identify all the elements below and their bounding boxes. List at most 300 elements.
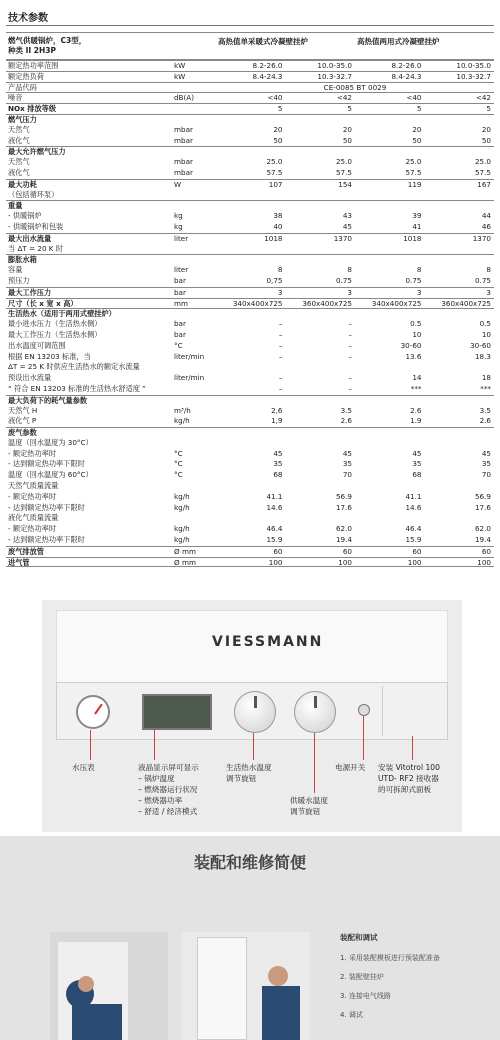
spec-row-value <box>355 513 425 524</box>
dhw-knob-leader <box>253 733 254 760</box>
spec-row-value <box>216 428 286 438</box>
spec-row-value <box>286 147 356 157</box>
spec-row <box>6 254 494 265</box>
spec-row-value: 35 <box>412 459 422 469</box>
lcd-item: – 燃烧器运行状况 <box>138 784 199 795</box>
spec-row-value <box>355 428 425 438</box>
spec-row-unit: mbar <box>174 135 193 145</box>
spec-row-value: 8 <box>486 265 491 275</box>
spec-row-value: 8 <box>347 265 352 275</box>
spec-row-value: 3.5 <box>479 405 491 415</box>
installer-template-illustration <box>50 932 168 1040</box>
spec-row-value: 68 <box>412 470 422 480</box>
installer-boiler-illustration <box>182 932 310 1040</box>
spec-row-value: 56.9 <box>474 491 491 501</box>
spec-row-unit: Ø mm <box>174 546 196 556</box>
spec-row-value: 41.1 <box>405 491 422 501</box>
spec-row-value: 0,75 <box>266 275 283 285</box>
spec-row-value <box>286 438 356 449</box>
spec-row-unit: bar <box>174 275 186 285</box>
spec-row-value <box>216 309 286 319</box>
spec-row-value: – <box>348 351 352 361</box>
spec-row-unit: liter <box>174 265 189 275</box>
spec-row <box>6 416 494 427</box>
spec-row-value <box>216 255 286 265</box>
spec-row-value: 50 <box>481 135 491 145</box>
spec-row-label: 液化气 <box>8 167 30 177</box>
spec-row-value: 1018 <box>403 233 422 243</box>
spec-row-value: 360x400x725 <box>302 298 352 308</box>
spec-row-value <box>286 513 356 524</box>
cover-line2: UTD- RF2 接收器 <box>378 774 439 783</box>
spec-row-label: “ 符合 EN 13203 标准的生活热水舒适度 ” <box>8 383 146 393</box>
spec-row-value <box>286 190 356 201</box>
spec-row <box>6 244 494 255</box>
spec-row-value: 19.4 <box>474 535 491 545</box>
spec-row-value: 0.75 <box>474 275 491 285</box>
header-boiler-type-line2: 种类 II 2H3P <box>8 46 57 55</box>
spec-row <box>6 341 494 352</box>
spec-row <box>6 222 494 233</box>
spec-row-unit: liter <box>174 233 189 243</box>
spec-row-label: 额定热负荷 <box>8 71 44 81</box>
spec-row-value: 15.9 <box>405 535 422 545</box>
spec-row-value: 45 <box>412 448 422 458</box>
spec-row-value: 8.4-24.3 <box>252 71 283 81</box>
spec-row-value: *** <box>480 383 491 393</box>
spec-row-value <box>286 428 356 438</box>
spec-row-value <box>216 244 286 255</box>
lcd-leader <box>154 730 155 760</box>
spec-row-unit: bar <box>174 329 186 339</box>
spec-row-value: 25.0 <box>266 157 283 167</box>
install-photo-template <box>50 932 168 1040</box>
spec-row-label: - 额定热功率时 <box>8 448 57 458</box>
spec-row-label: 燃气压力 <box>8 114 37 124</box>
spec-row-value: 60 <box>481 546 491 556</box>
spec-row-value <box>355 147 425 157</box>
spec-row-label: - 额定热功率时 <box>8 491 57 501</box>
spec-row-value: 46 <box>481 221 491 231</box>
spec-row-label: - 达到额定热功率下限时 <box>8 459 85 469</box>
spec-row-label: 最大工作压力（生活热水侧） <box>8 329 102 339</box>
spec-row-unit <box>174 83 216 93</box>
spec-row-value: 10.3-32.7 <box>317 71 352 81</box>
spec-row-value <box>355 481 425 492</box>
spec-row-value <box>425 201 495 211</box>
spec-row-value <box>425 190 495 201</box>
lcd-display <box>142 694 212 730</box>
spec-row-value: – <box>278 340 283 350</box>
spec-row-value: 1370 <box>333 233 352 243</box>
spec-row-value: 30-60 <box>400 340 422 350</box>
spec-row-value <box>425 255 495 265</box>
spec-row <box>6 60 494 71</box>
spec-row-value <box>216 115 286 125</box>
spec-row <box>6 82 494 93</box>
label-lcd <box>138 762 199 817</box>
spec-row <box>6 362 494 373</box>
spec-row-unit: W <box>174 179 182 189</box>
spec-row-label: - 供暖锅炉 <box>8 211 42 221</box>
spec-row-label: - 供暖锅炉和包装 <box>8 221 64 231</box>
spec-row-value: 35 <box>481 459 491 469</box>
spec-row-label: - 达到额定热功率下限时 <box>8 535 85 545</box>
spec-row <box>6 330 494 341</box>
spec-row-value <box>216 513 286 524</box>
spec-row-value: 8.2-26.0 <box>252 61 283 70</box>
spec-row-unit <box>174 513 216 524</box>
spec-row-value <box>425 396 495 406</box>
spec-row-label: 温度（回水温度为 30°C） <box>8 437 93 447</box>
spec-row <box>6 406 494 417</box>
spec-row-label: 液化气 <box>8 135 30 145</box>
spec-row-value: 100 <box>477 557 491 567</box>
spec-row-value: 60 <box>342 546 352 556</box>
spec-row-value: 62.0 <box>474 524 491 534</box>
spec-row-value <box>286 201 356 211</box>
spec-row-unit: m³/h <box>174 405 191 415</box>
spec-row-label: （包括循环泵） <box>8 189 59 199</box>
spec-row-value: 14.6 <box>266 502 283 512</box>
gauge-leader <box>90 730 91 760</box>
lcd-item: – 燃烧器功率 <box>138 795 199 806</box>
spec-row <box>6 470 494 481</box>
spec-row-value: 20 <box>481 124 491 134</box>
spec-row-label: 当 ΔT = 20 K 时 <box>8 243 63 253</box>
spec-row <box>6 179 494 190</box>
spec-row <box>6 557 494 568</box>
spec-row-value: 46.4 <box>266 524 283 534</box>
spec-row-value <box>355 255 425 265</box>
spec-row-label: 预压力 <box>8 275 30 285</box>
spec-row <box>6 287 494 298</box>
install-section-title: 装配和维修简便 <box>193 853 306 872</box>
spec-row-value: 10.0-35.0 <box>317 61 352 70</box>
spec-row-value <box>355 438 425 449</box>
spec-row-value: 68 <box>273 470 283 480</box>
spec-row <box>6 492 494 503</box>
spec-row-value: 57.5 <box>335 167 352 177</box>
heating-knob-leader <box>314 733 315 793</box>
spec-row-unit: bar <box>174 319 186 329</box>
step-item: 3. 连接电气线路 <box>340 992 391 1000</box>
spec-row-value: 10.0-35.0 <box>456 61 491 70</box>
spec-row <box>6 438 494 449</box>
spec-row-value <box>216 147 286 157</box>
label-pressure-gauge: 水压表 <box>72 763 95 772</box>
spec-row-label: 天然气 <box>8 157 30 167</box>
spec-row-label: 废气排放管 <box>8 546 44 556</box>
spec-row-unit <box>174 147 216 157</box>
spec-row-value: 8 <box>277 265 283 275</box>
spec-row-value <box>355 396 425 406</box>
spec-row-value: 1,9 <box>271 416 283 426</box>
spec-row-value: <42 <box>336 93 352 103</box>
spec-section-title: 技术参数 <box>8 13 48 24</box>
spec-row-value: 2.6 <box>410 405 422 415</box>
spec-row-value: 25.0 <box>405 157 422 167</box>
spec-row-value: 43 <box>342 211 352 221</box>
spec-row <box>6 146 494 157</box>
spec-row-value <box>425 147 495 157</box>
spec-row-value: 39 <box>412 211 422 221</box>
spec-row-unit <box>174 115 216 125</box>
spec-row-value <box>216 201 286 211</box>
spec-row-value <box>216 438 286 449</box>
spec-row-value: 62.0 <box>335 524 352 534</box>
spec-row-label: 膨胀水箱 <box>8 255 37 265</box>
spec-row-value: 50 <box>412 135 422 145</box>
switch-leader <box>363 716 364 760</box>
spec-row-value: 3 <box>486 287 491 297</box>
spec-table-header <box>6 32 494 60</box>
spec-row-value: 25.0 <box>474 157 491 167</box>
spec-row-value: 45 <box>342 221 352 231</box>
spec-row-value: 10.3-32.7 <box>456 71 491 81</box>
spec-row-label: 最大出水流量 <box>8 233 52 243</box>
spec-row-unit: kW <box>174 61 186 70</box>
step-item: 1. 采用装配模板进行预装配准备 <box>340 954 440 962</box>
spec-row-value: 30-60 <box>470 340 491 350</box>
spec-row-value: – <box>348 373 352 383</box>
spec-row-value: 57.5 <box>266 167 283 177</box>
spec-row-unit: liter/min <box>174 373 205 383</box>
spec-row <box>6 384 494 395</box>
spec-row-unit: kg/h <box>174 491 190 501</box>
spec-row-value: – <box>278 383 283 393</box>
spec-row-value <box>286 115 356 125</box>
spec-row-value: 5 <box>347 104 352 114</box>
spec-row <box>6 103 494 114</box>
spec-row-value: 119 <box>407 179 422 189</box>
spec-row-value: 0.75 <box>335 275 352 285</box>
pressure-gauge-icon <box>76 695 110 729</box>
spec-row-unit: kg/h <box>174 524 190 534</box>
header-boiler-type <box>6 33 216 59</box>
header-boiler-type-line1: 燃气供暖锅炉，C3型， <box>8 36 87 45</box>
spec-row-label: 额定热功率范围 <box>8 61 59 70</box>
spec-row-label: 最大功耗 <box>8 179 37 189</box>
spec-row-unit: dB(A) <box>174 93 195 103</box>
spec-row-value: 57.5 <box>405 167 422 177</box>
spec-row-unit <box>174 190 216 201</box>
spec-row-value: 20 <box>412 124 422 134</box>
spec-row-value: 154 <box>338 179 352 189</box>
dhw-temperature-knob[interactable] <box>234 691 276 733</box>
spec-row-label: 温度（回水温度为 60°C） <box>8 470 93 480</box>
steps-title: 装配和调试 <box>340 933 378 942</box>
spec-row-value <box>216 362 286 373</box>
spec-row-value: 50 <box>342 135 352 145</box>
spec-row-label: 噪音 <box>8 93 23 103</box>
spec-row-unit: kg <box>174 221 183 231</box>
spec-row-unit <box>174 396 216 406</box>
spec-row <box>6 449 494 460</box>
spec-row-value: – <box>278 329 283 339</box>
spec-row-label: 最大工作压力 <box>8 287 52 297</box>
spec-row <box>6 319 494 330</box>
spec-row-value: 167 <box>477 179 491 189</box>
label-power-switch: 电源开关 <box>335 763 366 772</box>
spec-row <box>6 524 494 535</box>
spec-row <box>6 535 494 546</box>
spec-row-value: 3 <box>416 287 422 297</box>
spec-row-unit <box>174 384 216 395</box>
heating-temperature-knob[interactable] <box>294 691 336 733</box>
spec-row-value <box>286 481 356 492</box>
spec-row-value: 40 <box>273 221 283 231</box>
spec-row-value <box>216 190 286 201</box>
spec-row-value <box>216 396 286 406</box>
spec-row-unit <box>174 255 216 265</box>
spec-row-value <box>425 244 495 255</box>
spec-row <box>6 276 494 287</box>
install-photo-boiler <box>182 932 310 1040</box>
receiver-cover <box>382 686 442 736</box>
heating-knob-line2: 调节旋钮 <box>290 807 321 816</box>
spec-row-value <box>425 362 495 373</box>
spec-row-value: 44 <box>481 211 491 221</box>
spec-row-value: 8 <box>416 265 422 275</box>
spec-row-value: 14.6 <box>405 502 422 512</box>
spec-row-unit: kg <box>174 211 183 221</box>
spec-row-label: 产品代码 <box>8 82 37 92</box>
spec-row-value: – <box>348 329 352 339</box>
spec-row-value <box>425 513 495 524</box>
spec-row <box>6 265 494 276</box>
lcd-items <box>138 773 199 817</box>
spec-row-value: 70 <box>342 470 352 480</box>
spec-row-unit <box>174 104 216 114</box>
spec-row-value: – <box>348 319 352 329</box>
spec-row-value: 5 <box>277 104 283 114</box>
spec-row-value: 360x400x725 <box>441 298 491 308</box>
spec-row-value: 60 <box>412 546 422 556</box>
spec-row-value: CE-0085 BT 0029 <box>323 82 387 92</box>
spec-row-unit: °C <box>174 448 183 458</box>
spec-row-label: 最小进水压力（生活热水侧） <box>8 319 102 329</box>
spec-row <box>6 395 494 406</box>
spec-row-value <box>286 309 356 319</box>
spec-row-unit: °C <box>174 340 183 350</box>
spec-row-value: 5 <box>416 104 422 114</box>
spec-row <box>6 546 494 557</box>
install-steps <box>340 932 490 1029</box>
spec-row-value <box>355 201 425 211</box>
spec-row-label: 废气参数 <box>8 428 37 438</box>
spec-row-value: 0.5 <box>410 319 422 329</box>
spec-row-value: 100 <box>407 557 422 567</box>
spec-row-value: 100 <box>268 557 283 567</box>
spec-row-value: 18 <box>481 373 491 383</box>
spec-row-value: 3.5 <box>340 405 352 415</box>
spec-row-label: - 达到额定热功率下限时 <box>8 502 85 512</box>
spec-row-label: 最大允许燃气压力 <box>8 147 66 157</box>
spec-row-unit: Ø mm <box>174 557 196 567</box>
spec-row <box>6 513 494 524</box>
spec-row-value: 60 <box>273 546 283 556</box>
spec-row-value: 8.2-26.0 <box>391 61 422 70</box>
spec-row-label: - 额定热功率时 <box>8 524 57 534</box>
spec-row-label: 容量 <box>8 265 23 275</box>
spec-row-value: – <box>348 383 352 393</box>
brand-logo: VIESSMANN <box>212 634 324 650</box>
dhw-knob-line2: 调节旋钮 <box>226 774 257 783</box>
spec-row-label: 进气管 <box>8 557 30 567</box>
lcd-title: 液晶显示屏可显示 <box>138 763 199 772</box>
spec-row-label: 生活热水（适用于两用式壁挂炉） <box>8 309 116 319</box>
label-receiver-cover <box>378 762 440 795</box>
spec-row-value: 45 <box>273 448 283 458</box>
spec-row-label: NOx 排放等级 <box>8 104 57 114</box>
spec-row-value: 50 <box>273 135 283 145</box>
spec-row-value <box>425 438 495 449</box>
power-switch-icon[interactable] <box>358 704 370 716</box>
spec-row-value <box>286 396 356 406</box>
spec-row-value: 45 <box>342 448 352 458</box>
spec-row-value: 2,6 <box>271 405 283 415</box>
spec-row-label: 预设出水流量 <box>8 373 52 383</box>
spec-row-value: – <box>278 373 283 383</box>
spec-row <box>6 125 494 136</box>
spec-row <box>6 92 494 103</box>
spec-row-value: 38 <box>273 211 283 221</box>
spec-row-label: ΔT = 25 K 时供应生活热水的额定水流量 <box>8 362 140 372</box>
spec-row-unit: °C <box>174 470 183 480</box>
spec-row-value: <42 <box>475 93 491 103</box>
spec-row-value <box>355 309 425 319</box>
spec-row-unit <box>174 309 216 319</box>
spec-row-value: 8.4-24.3 <box>391 71 422 81</box>
spec-row <box>6 373 494 384</box>
spec-row-unit <box>174 428 216 438</box>
spec-row-value: 35 <box>273 459 283 469</box>
spec-row-value: 340x400x725 <box>232 298 283 308</box>
cover-line1: 安装 Vitotrol 100 <box>378 763 440 772</box>
spec-row <box>6 157 494 168</box>
spec-row-value: 57.5 <box>474 167 491 177</box>
spec-row-label: 尺寸（长 x 宽 x 高） <box>8 298 78 308</box>
spec-row <box>6 168 494 179</box>
spec-row-unit: mm <box>174 298 189 308</box>
spec-row-label: 根据 EN 13203 标准，当 <box>8 351 91 361</box>
spec-row-value: 19.4 <box>335 535 352 545</box>
spec-row-value: 20 <box>273 124 283 134</box>
spec-row-value: 56.9 <box>335 491 352 501</box>
spec-row-unit: mbar <box>174 124 193 134</box>
spec-row <box>6 308 494 319</box>
spec-row-value: 70 <box>481 470 491 480</box>
spec-row <box>6 136 494 147</box>
step-item: 2. 装配壁挂炉 <box>340 973 384 981</box>
lcd-item: – 锅炉温度 <box>138 773 199 784</box>
spec-row-label: 液化气 P <box>8 416 37 426</box>
spec-row-value: 107 <box>268 179 283 189</box>
spec-row-value: 17.6 <box>335 502 352 512</box>
spec-row-unit <box>174 481 216 492</box>
step-item: 4. 调试 <box>340 1011 363 1019</box>
spec-row-value <box>355 244 425 255</box>
cover-leader <box>412 736 413 760</box>
spec-row <box>6 503 494 514</box>
spec-row-value <box>286 362 356 373</box>
lcd-item: – 舒适 / 经济模式 <box>138 806 199 817</box>
spec-table <box>6 32 494 567</box>
spec-row-unit: kg/h <box>174 535 190 545</box>
spec-row-value: 3 <box>347 287 352 297</box>
spec-row-value: 10 <box>481 329 491 339</box>
